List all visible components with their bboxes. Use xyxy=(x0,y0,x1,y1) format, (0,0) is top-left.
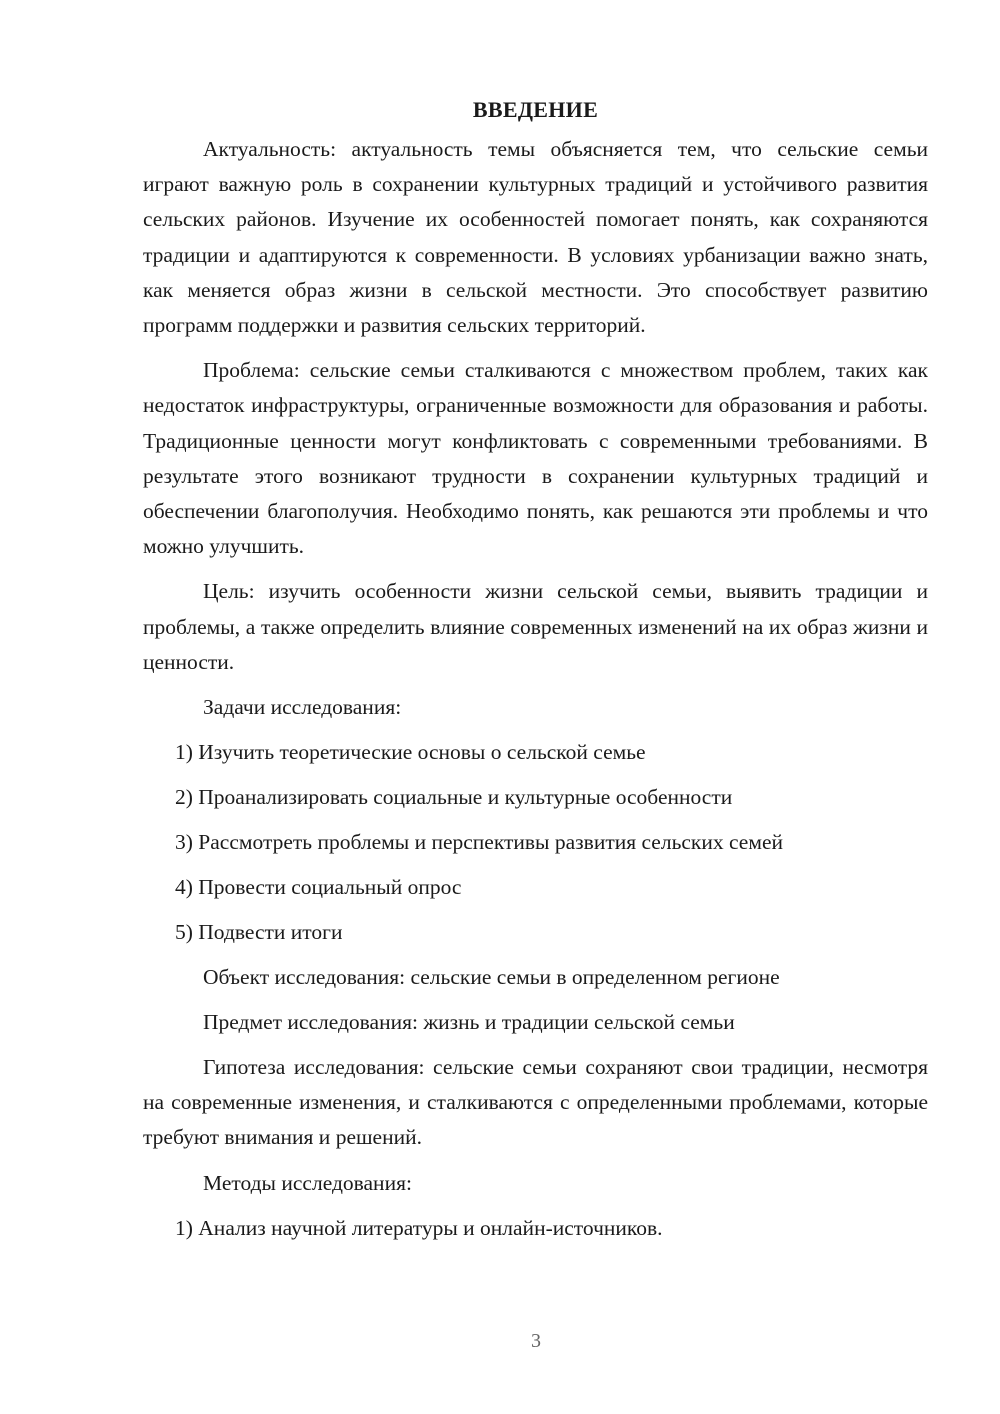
research-subject: Предмет исследования: жизнь и традиции сельской семьи xyxy=(203,1010,735,1035)
document-page xyxy=(143,92,928,1256)
tasks-list xyxy=(143,735,928,950)
task-item: 1) Изучить теоретические основы о сельской семье xyxy=(175,740,646,765)
goal-paragraph: Цель: изучить особенности жизни сельской семьи, выявить традиции и проблемы, а также определить влияние современных изменений на их образ жизни и ценности. xyxy=(143,579,928,674)
page-number: 3 xyxy=(531,1330,541,1352)
research-object: Объект исследования: сельские семьи в определенном регионе xyxy=(203,965,780,990)
task-item: 3) Рассмотреть проблемы и перспективы развития сельских семей xyxy=(175,830,783,855)
task-item: 2) Проанализировать социальные и культурные особенности xyxy=(175,785,733,810)
actuality-paragraph: Актуальность: актуальность темы объясняется тем, что сельские семьи играют важную роль в сохранении культурных традиций и устойчивого развития сельских районов. Изучение их особенностей помогает понять, как сохраняются традиции и адаптируются к современности. В условиях урбанизации важно знать, как меняется образ жизни в сельской местности. Это способствует развитию программ поддержки и развития сельских территорий. xyxy=(143,137,928,338)
method-item: 1) Анализ научной литературы и онлайн-источников. xyxy=(175,1215,663,1240)
section-heading: ВВЕДЕНИЕ xyxy=(472,97,599,122)
methods-title: Методы исследования: xyxy=(203,1170,412,1195)
hypothesis-paragraph: Гипотеза исследования: сельские семьи сохраняют свои традиции, несмотря на современные изменения, и сталкиваются с определенными проблемами, которые требуют внимания и решений. xyxy=(143,1055,928,1150)
task-item: 4) Провести социальный опрос xyxy=(175,875,462,900)
task-item: 5) Подвести итоги xyxy=(175,920,343,945)
problem-paragraph: Проблема: сельские семьи сталкиваются с множеством проблем, таких как недостаток инфраструктуры, ограниченные возможности для образования и работы. Традиционные ценности могут конфликтовать с современными требованиями. В результате этого возникают трудности в сохранении культурных традиций и обеспечении благополучия. Необходимо понять, как решаются эти проблемы и что можно улучшить. xyxy=(143,358,928,559)
methods-list xyxy=(143,1211,928,1246)
tasks-title: Задачи исследования: xyxy=(203,695,402,720)
